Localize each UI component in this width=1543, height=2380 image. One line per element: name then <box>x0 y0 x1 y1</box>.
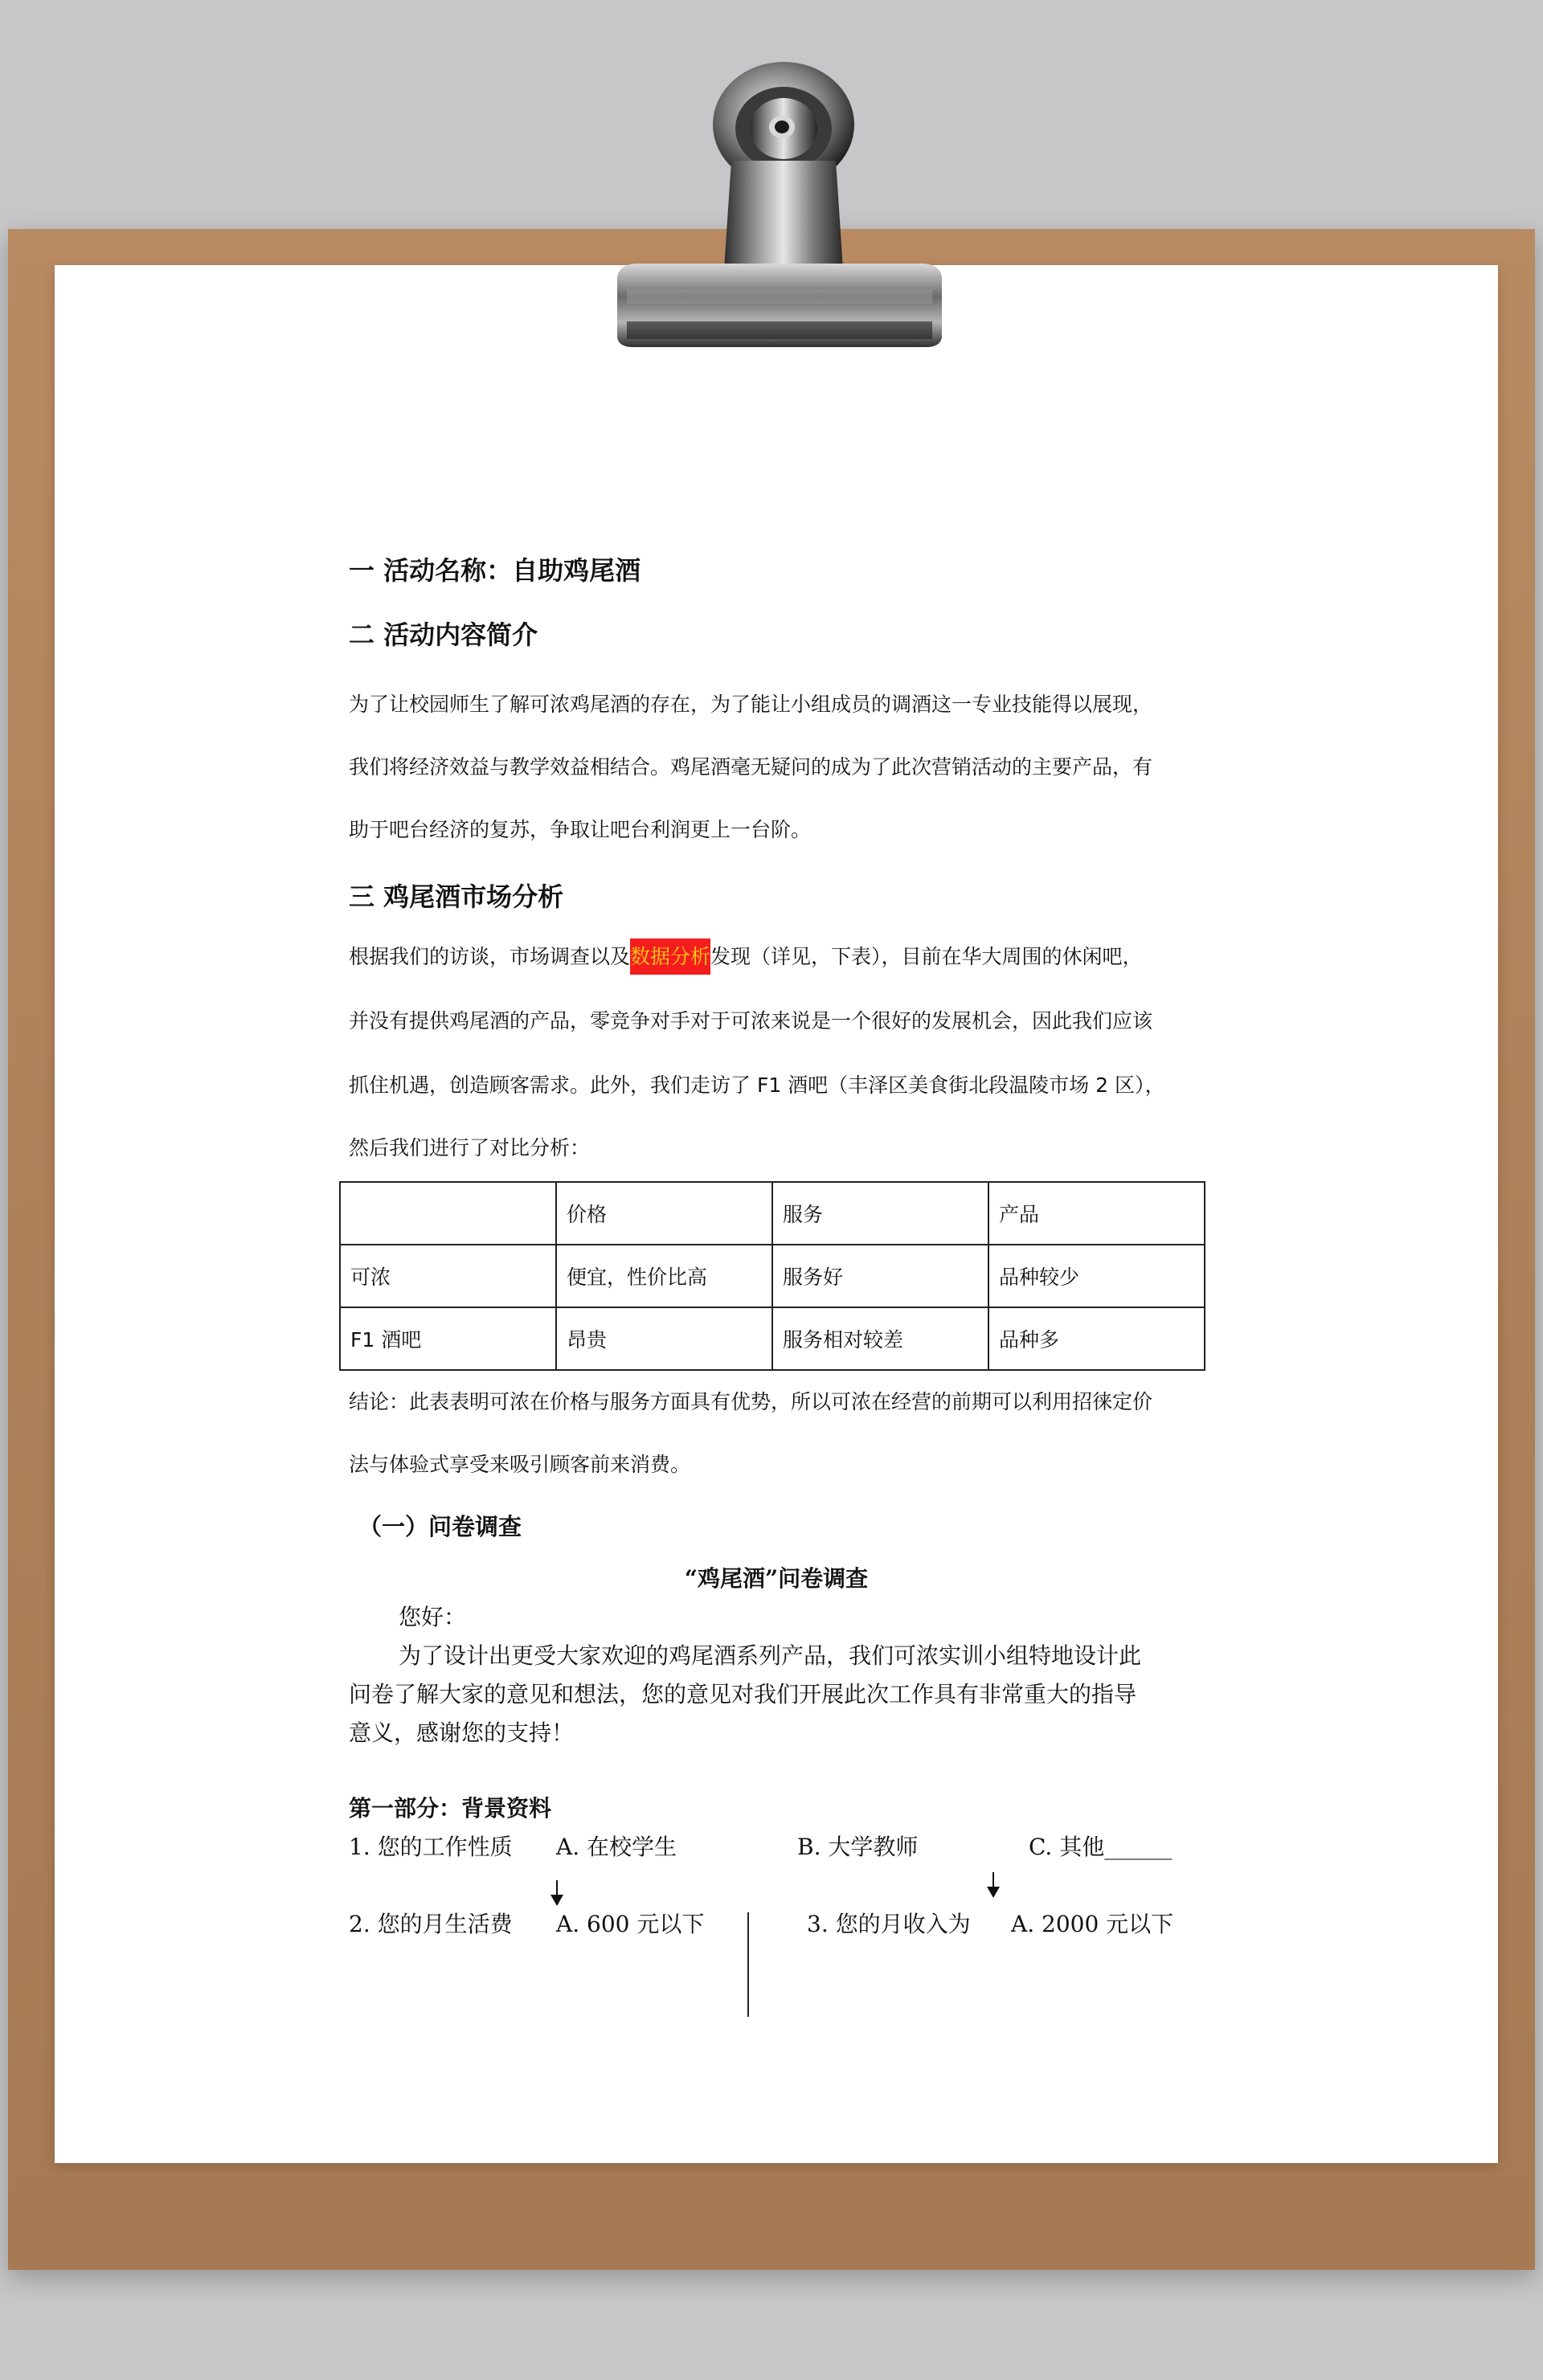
table-header-row <box>340 1182 1205 1245</box>
table-header-cell: 产品 <box>988 1182 1205 1245</box>
part-1-heading: 第一部分：背景资料 <box>349 1795 552 1822</box>
question-2-label: 2. 您的月生活费 <box>349 1911 513 1937</box>
analysis-line-1-post: 发现（详见，下表），目前在华大周围的休闲吧， <box>710 945 1143 968</box>
comparison-table <box>339 1181 1205 1371</box>
question-3-option-a: A. 2000 元以下 <box>1011 1911 1174 1937</box>
table-cell: 品种多 <box>988 1307 1205 1370</box>
arrow-down-icon <box>993 1872 994 1896</box>
question-2-option-a: A. 600 元以下 <box>556 1911 705 1937</box>
table-cell: 品种较少 <box>988 1245 1205 1307</box>
survey-heading: （一）问卷调查 <box>358 1513 522 1540</box>
survey-greeting: 您好： <box>399 1604 467 1630</box>
table-header-cell: 价格 <box>556 1182 772 1245</box>
question-1-option-c: C. 其他______ <box>1029 1834 1173 1860</box>
table-cell: 服务相对较差 <box>772 1307 988 1370</box>
question-1-label: 1. 您的工作性质 <box>349 1834 513 1860</box>
survey-intro-line-3: 意义，感谢您的支持！ <box>349 1720 575 1746</box>
table-header-cell <box>340 1182 556 1245</box>
arrow-down-icon <box>556 1880 558 1904</box>
intro-line-3: 助于吧台经济的复苏，争取让吧台利润更上一台阶。 <box>349 818 812 841</box>
analysis-line-3: 抓住机遇，创造顾客需求。此外，我们走访了 F1 酒吧（丰泽区美食街北段温陵市场 2 区）， <box>349 1073 1165 1097</box>
table-header-cell: 服务 <box>772 1182 988 1245</box>
analysis-line-4: 然后我们进行了对比分析： <box>349 1136 591 1159</box>
question-1-option-b: B. 大学教师 <box>797 1834 919 1860</box>
question-3-label: 3. 您的月收入为 <box>807 1911 971 1937</box>
table-cell: 便宜，性价比高 <box>556 1245 772 1307</box>
conclusion-line-1: 结论：此表表明可浓在价格与服务方面具有优势，所以可浓在经营的前期可以利用招徕定价 <box>349 1390 1153 1413</box>
survey-intro-line-1: 为了设计出更受大家欢迎的鸡尾酒系列产品，我们可浓实训小组特地设计此 <box>399 1642 1142 1669</box>
analysis-line-2: 并没有提供鸡尾酒的产品，零竞争对手对于可浓来说是一个很好的发展机会，因此我们应该 <box>349 1009 1153 1033</box>
analysis-line-1 <box>349 945 1143 969</box>
table-cell: 昂贵 <box>556 1307 772 1370</box>
highlighted-text: 数据分析 <box>630 939 710 975</box>
intro-line-1: 为了让校园师生了解可浓鸡尾酒的存在，为了能让小组成员的调酒这一专业技能得以展现， <box>349 693 1153 716</box>
section-1-heading: 一 活动名称：自助鸡尾酒 <box>349 555 641 586</box>
binder-clip-icon <box>611 48 948 354</box>
table-row <box>340 1307 1205 1370</box>
intro-line-2: 我们将经济效益与教学效益相结合。鸡尾酒毫无疑问的成为了此次营销活动的主要产品，有 <box>349 755 1153 779</box>
conclusion-line-2: 法与体验式享受来吸引顾客前来消费。 <box>349 1453 691 1476</box>
question-1-option-a: A. 在校学生 <box>556 1834 677 1860</box>
section-2-heading: 二 活动内容简介 <box>349 620 538 650</box>
table-cell: 可浓 <box>340 1245 556 1307</box>
table-row <box>340 1245 1205 1307</box>
survey-intro-line-2: 问卷了解大家的意见和想法，您的意见对我们开展此次工作具有非常重大的指导 <box>349 1681 1137 1707</box>
analysis-line-1-pre: 根据我们的访谈，市场调查以及 <box>349 945 631 968</box>
section-3-heading: 三 鸡尾酒市场分析 <box>349 881 564 912</box>
column-divider <box>747 1912 749 2017</box>
table-cell: 服务好 <box>772 1245 988 1307</box>
survey-title: “鸡尾酒”问卷调查 <box>684 1565 869 1592</box>
table-cell: F1 酒吧 <box>340 1307 556 1370</box>
